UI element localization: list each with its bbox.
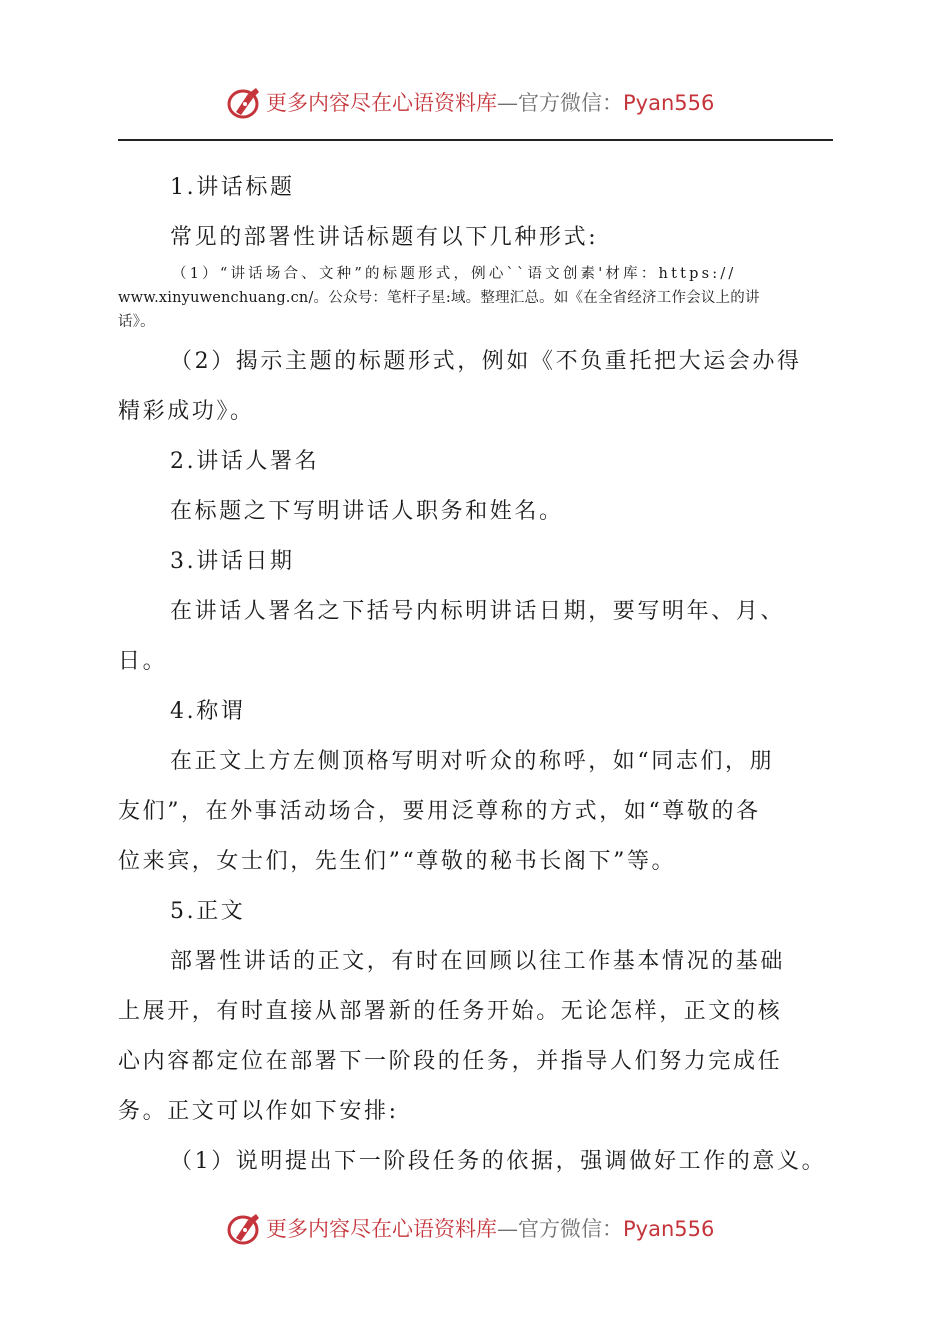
- banner-wechat-label: 官方微信：: [518, 91, 623, 115]
- header-banner: [0, 83, 950, 123]
- banner-dash: —: [497, 1217, 518, 1241]
- heading-main-text: 5.正文: [170, 899, 246, 924]
- heading-speech-title: 1.讲话标题: [170, 175, 295, 200]
- banner-text: [266, 90, 714, 116]
- header-divider: [118, 139, 833, 141]
- banner-wechat-id: Pyan556: [623, 91, 715, 115]
- banner-library-text: 更多内容尽在心语资料库: [266, 91, 497, 115]
- banner-library-text: 更多内容尽在心语资料库: [266, 1217, 497, 1241]
- heading-speech-date: 3.讲话日期: [170, 549, 295, 574]
- paragraph-line: 上展开，有时直接从部署新的任务开始。无论怎样，正文的核: [118, 999, 783, 1024]
- heading-salutation: 4.称谓: [170, 699, 246, 724]
- heading-speaker-signature: 2.讲话人署名: [170, 449, 320, 474]
- paragraph-line: 部署性讲话的正文，有时在回顾以往工作基本情况的基础: [170, 949, 786, 974]
- paragraph-line: 位来宾，女士们，先生们”“尊敬的秘书长阁下”等。: [118, 849, 677, 874]
- banner-wechat-label: 官方微信：: [518, 1217, 623, 1241]
- pen-nib-logo-icon: [226, 85, 264, 121]
- paragraph-line: 心内容都定位在部署下一阶段的任务，并指导人们努力完成任: [118, 1049, 783, 1074]
- paragraph-line: 务。正文可以作如下安排:: [118, 1099, 399, 1124]
- banner-dash: —: [497, 91, 518, 115]
- paragraph-line: 精彩成功》。: [118, 399, 255, 424]
- footer-banner: [0, 1209, 950, 1249]
- paragraph-line: （1）说明提出下一阶段任务的依据，强调做好工作的意义。: [170, 1149, 827, 1174]
- paragraph-line: （2）揭示主题的标题形式，例如《不负重托把大运会办得: [170, 349, 802, 374]
- small-paragraph-line: （1）“讲话场合、文种”的标题形式，例心``语文创素'材库：https://: [172, 266, 737, 282]
- banner-text: [266, 1216, 714, 1242]
- paragraph-line: 在标题之下写明讲话人职务和姓名。: [170, 499, 564, 524]
- small-paragraph-line: 话》。: [118, 314, 155, 330]
- small-paragraph-line: www.xinyuwenchuang.cn/。公众号：笔杆子星:域。整理汇总。如《在全省经济工作会议上的讲: [118, 290, 760, 306]
- pen-nib-logo-icon: [226, 1211, 264, 1247]
- paragraph-line: 在讲话人署名之下括号内标明讲话日期，要写明年、月、: [170, 599, 786, 624]
- paragraph-line: 在正文上方左侧顶格写明对听众的称呼，如“同志们，朋: [170, 749, 775, 774]
- paragraph-line: 常见的部署性讲话标题有以下几种形式:: [170, 225, 599, 250]
- banner-wechat-id: Pyan556: [623, 1217, 715, 1241]
- paragraph-line: 友们”，在外事活动场合，要用泛尊称的方式，如“尊敬的各: [118, 799, 761, 824]
- paragraph-line: 日。: [118, 649, 168, 674]
